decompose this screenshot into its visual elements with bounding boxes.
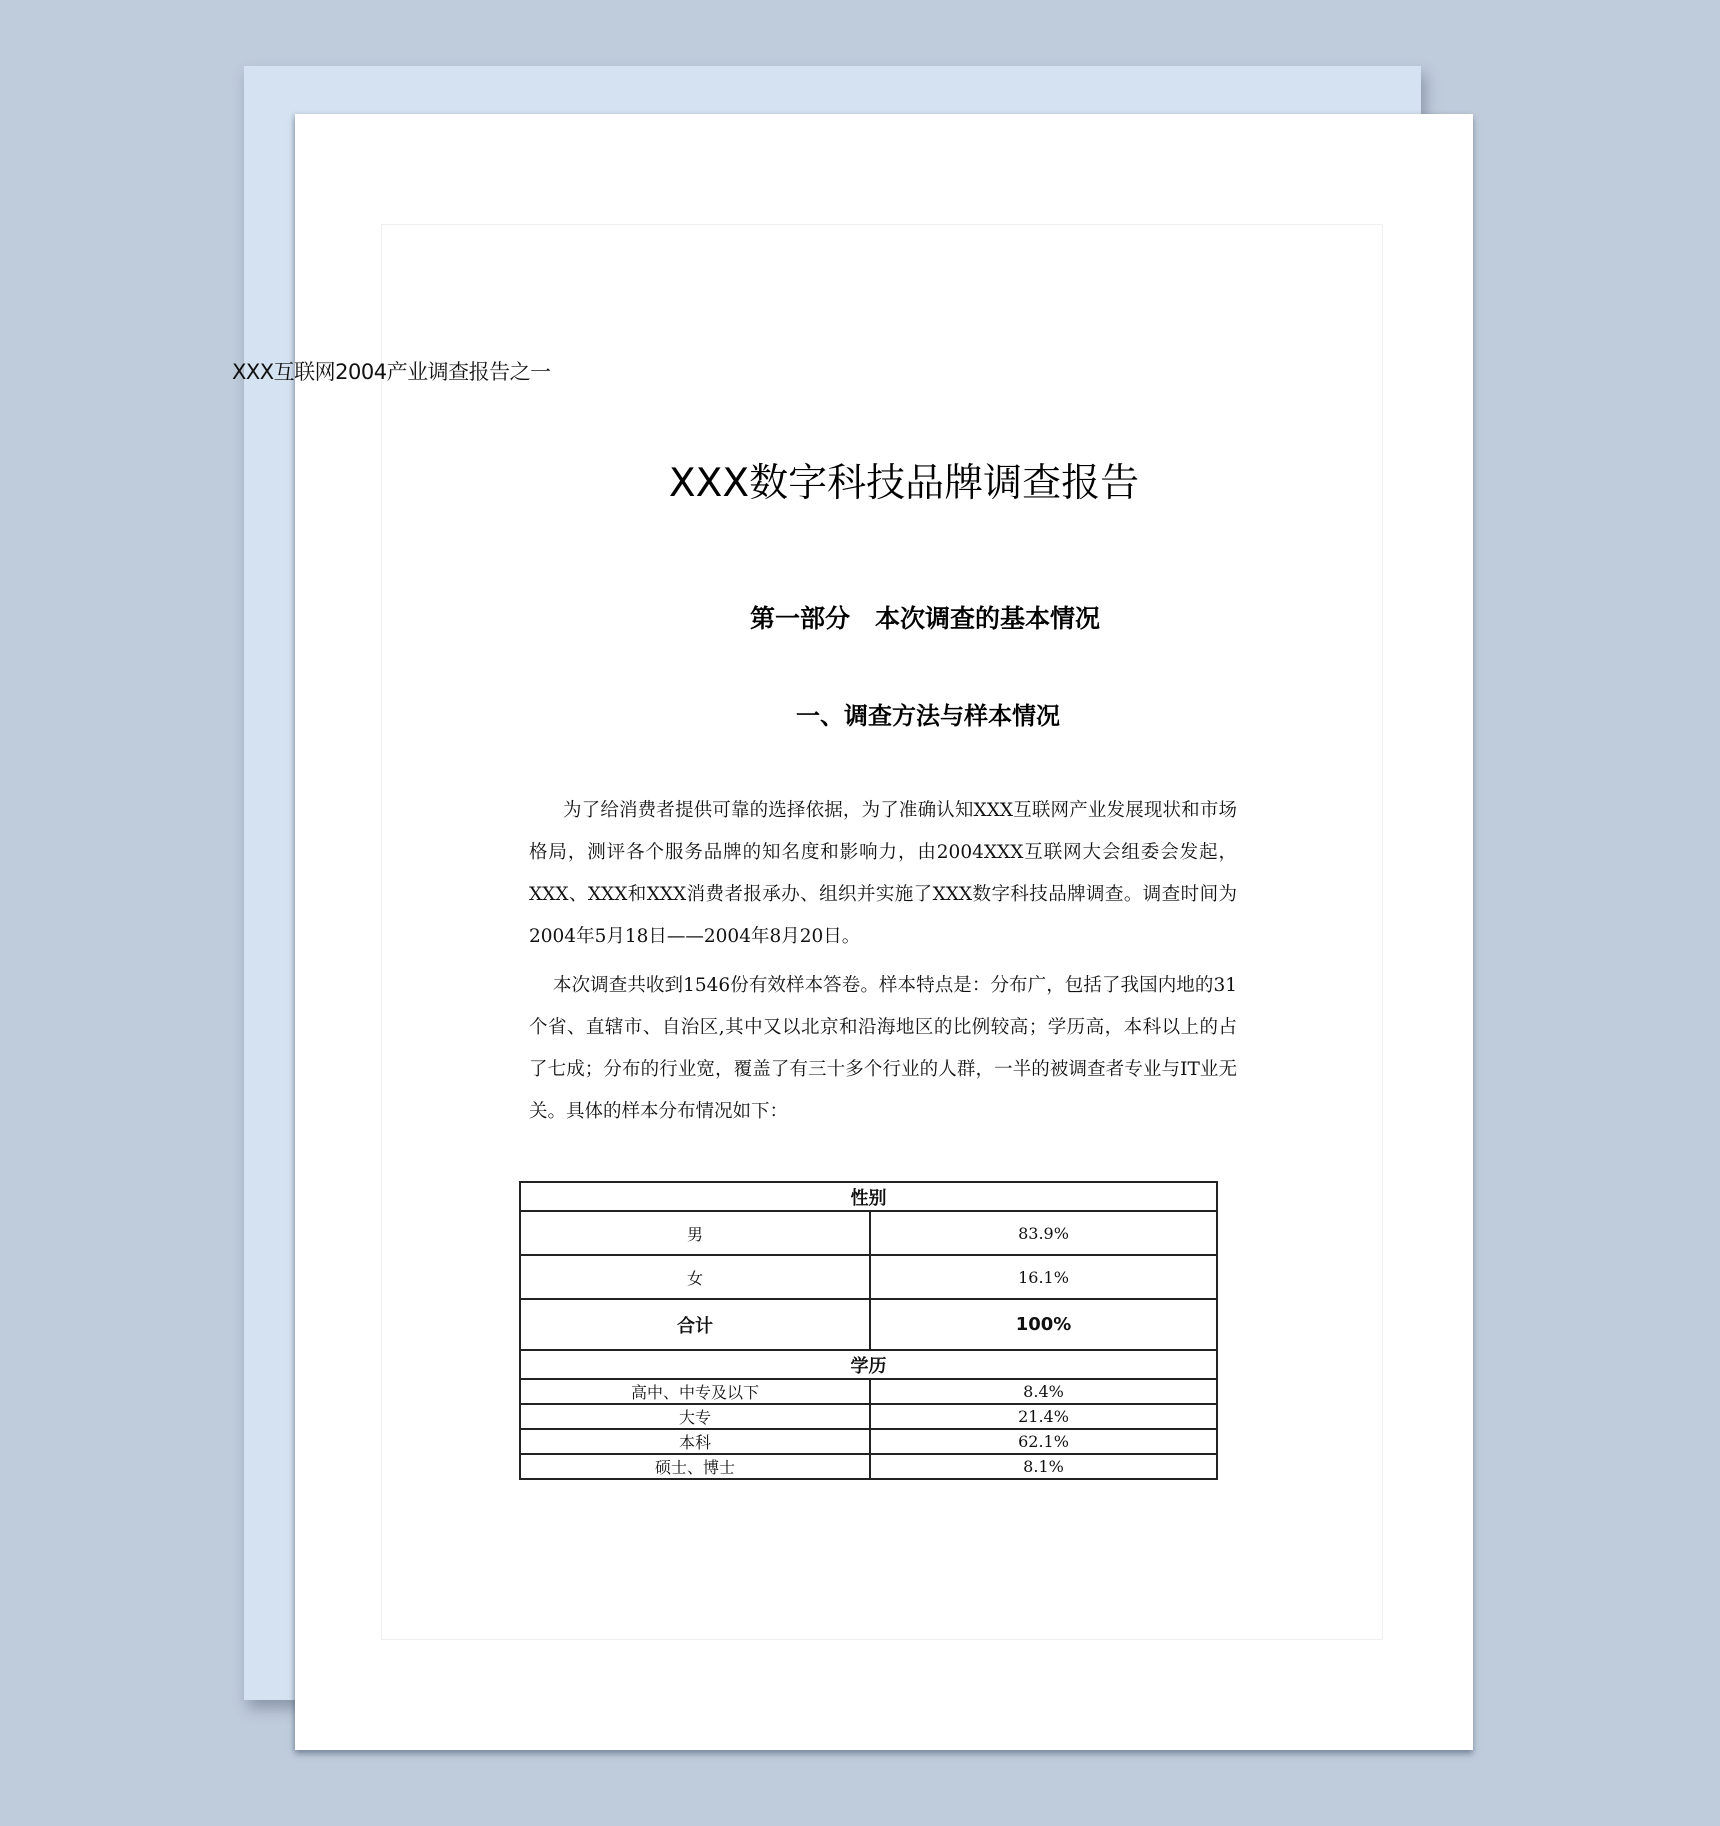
table-row [520,1454,1217,1479]
gender-label-female: 女 [520,1255,870,1299]
body-paragraph-2: 本次调查共收到1546份有效样本答卷。样本特点是：分布广，包括了我国内地的31个省、直辖市、自治区,其中又以北京和沿海地区的比例较高；学历高，本科以上的占了七成；分布的行业宽，覆盖了有三十多个行业的人群，一半的被调查者专业与IT业无关。具体的样本分布情况如下： [529,975,1237,1122]
gender-total-row [520,1299,1217,1350]
education-value: 21.4% [870,1404,1217,1429]
section-heading: 一、调查方法与样本情况 [796,702,1060,730]
part-heading: 第一部分 本次调查的基本情况 [749,604,1100,633]
education-header-row [520,1350,1217,1379]
document-title: XXX数字科技品牌调查报告 [668,461,1140,506]
table-row [520,1404,1217,1429]
table-row [520,1255,1217,1299]
table-row [520,1379,1217,1404]
gender-header-cell: 性别 [520,1182,1217,1211]
education-value: 8.4% [870,1379,1217,1404]
table-row [520,1211,1217,1255]
body-paragraph-1: 为了给消费者提供可靠的选择依据，为了准确认知XXX互联网产业发展现状和市场格局，测评各个服务品牌的知名度和影响力，由2004XXX互联网大会组委会发起，XXX、XXX和XXX消费者报承办、组织并实施了XXX数字科技品牌调查。调查时间为2004年5月18日——2004年8月20日。 [529,800,1237,947]
gender-value-male: 83.9% [870,1211,1217,1255]
education-label: 本科 [520,1429,870,1454]
education-label: 高中、中专及以下 [520,1379,870,1404]
sample-distribution-table [519,1181,1218,1480]
education-value: 8.1% [870,1454,1217,1479]
gender-label-male: 男 [520,1211,870,1255]
gender-total-value: 100% [870,1299,1217,1350]
table-row [520,1429,1217,1454]
gender-total-label: 合计 [520,1299,870,1350]
education-value: 62.1% [870,1429,1217,1454]
gender-value-female: 16.1% [870,1255,1217,1299]
gender-header-row [520,1182,1217,1211]
series-label: XXX互联网2004产业调查报告之一 [232,360,551,384]
education-header-cell: 学历 [520,1350,1217,1379]
education-label: 大专 [520,1404,870,1429]
education-label: 硕士、博士 [520,1454,870,1479]
